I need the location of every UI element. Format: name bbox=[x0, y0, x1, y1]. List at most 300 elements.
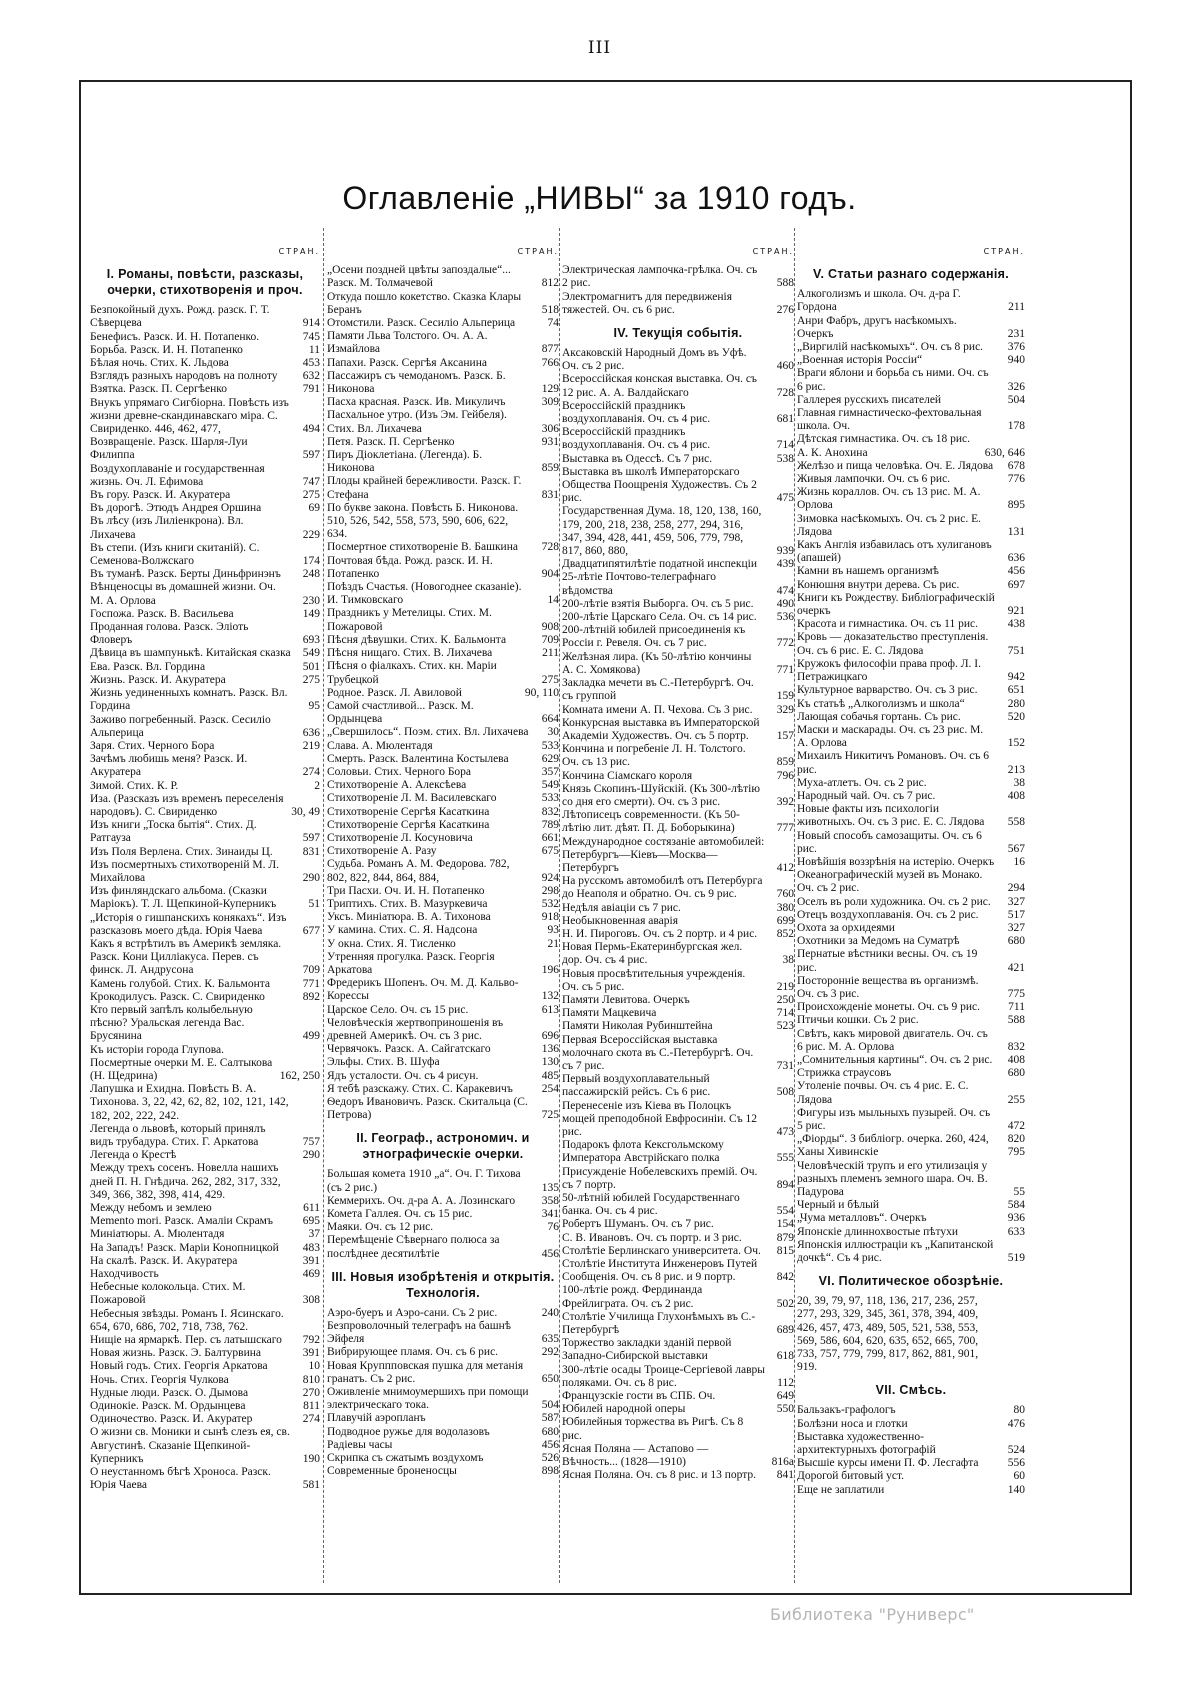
entry-page: 859 bbox=[541, 462, 559, 475]
entry-title: Миніатюры. А. Мюлентадя bbox=[90, 1228, 225, 1241]
entry-page: 501 bbox=[302, 660, 320, 673]
toc-entry bbox=[797, 592, 1025, 618]
entry-page: 842 bbox=[776, 1271, 794, 1284]
entry-title: Почтовая бѣда. Рожд. разск. И. Н. Потапенко bbox=[327, 554, 493, 580]
toc-entry bbox=[327, 1439, 559, 1452]
entry-title: Въ туманѣ. Разск. Берты Диньфринэнъ bbox=[90, 568, 281, 581]
entry-title: Болѣзни носа и глотки bbox=[797, 1417, 908, 1430]
toc-entry bbox=[90, 1374, 320, 1387]
toc-entry bbox=[797, 1295, 1025, 1374]
toc-entry bbox=[562, 1232, 794, 1245]
toc-entry bbox=[90, 1215, 320, 1228]
entry-page: 357 bbox=[541, 765, 559, 778]
entry-title: Одинокіе. Разск. М. Ордынцева bbox=[90, 1400, 246, 1413]
entry-title: Первый воздухоплавательный пассажирскій рейсъ. Съ 6 рис. bbox=[562, 1073, 711, 1099]
entry-title: Птичьи кошки. Съ 2 рис. bbox=[797, 1014, 919, 1027]
toc-entry bbox=[327, 687, 559, 700]
entry-title: Смерть. Разск. Валентина Костылева bbox=[327, 752, 509, 765]
entry-page: 255 bbox=[1007, 1093, 1025, 1106]
toc-entry bbox=[327, 1056, 559, 1069]
entry-title: О неустанномъ бѣгѣ Хроноса. Разск. Юрія Чаева bbox=[90, 1466, 271, 1492]
entry-title: Воздухоплаваніе и государственная жизнь. Оч. Л. Ефимова bbox=[90, 462, 265, 488]
entry-title: Изъ финляндскаго альбома. (Сказки Маріокъ). Т. Л. Щепкиной-Куперникъ bbox=[90, 885, 277, 911]
entry-page: 680 bbox=[1007, 935, 1025, 948]
entry-page: 588 bbox=[776, 277, 794, 290]
entry-page: 248 bbox=[302, 568, 320, 581]
toc-entry bbox=[90, 489, 320, 502]
toc-entry bbox=[797, 803, 1025, 829]
toc-entry bbox=[327, 1346, 559, 1359]
toc-entry bbox=[562, 1443, 794, 1469]
entry-title: Плавучій аэропланъ bbox=[327, 1412, 426, 1425]
entry-page: 725 bbox=[541, 1109, 559, 1122]
toc-entry bbox=[797, 539, 1025, 565]
toc-entry bbox=[327, 766, 559, 779]
toc-entry bbox=[562, 770, 794, 783]
entry-title: Плоды крайней бережливости. Разск. Г. Стефана bbox=[327, 475, 522, 501]
entry-page: 940 bbox=[1007, 354, 1025, 367]
entry-page: 904 bbox=[541, 567, 559, 580]
toc-entry bbox=[327, 858, 559, 884]
entry-page: 229 bbox=[302, 528, 320, 541]
entry-page: 714 bbox=[776, 1007, 794, 1020]
toc-entry bbox=[797, 1212, 1025, 1225]
entry-page: 408 bbox=[1007, 789, 1025, 802]
toc-entry bbox=[797, 565, 1025, 578]
entry-page: 421 bbox=[1007, 961, 1025, 974]
entry-title: Царское Село. Оч. съ 15 рис. bbox=[327, 1003, 469, 1016]
entry-title: Въ гору. Разск. И. Акуратера bbox=[90, 489, 231, 502]
entry-page: 689 bbox=[776, 1324, 794, 1337]
entry-title: Стихотвореніе Сергѣя Касаткина bbox=[327, 805, 490, 818]
toc-entry bbox=[562, 836, 794, 876]
entry-title: „Чума металловъ“. Очеркъ bbox=[797, 1212, 927, 1225]
toc-entry bbox=[90, 978, 320, 991]
entry-title: Кеммерихъ. Оч. д-ра А. А. Лозинскаго bbox=[327, 1194, 516, 1207]
entry-title: Утренняя прогулка. Разск. Георгія Аркатова bbox=[327, 950, 495, 976]
toc-entry bbox=[797, 790, 1025, 803]
entry-title: Недѣля авіаціи съ 7 рис. bbox=[562, 901, 681, 914]
entry-title: Лѣтописецъ современности. (Къ 50-лѣтію лит. дѣят. П. Д. Боборыкина) bbox=[562, 809, 740, 835]
section-heading: I. Романы, повѣсти, разсказы, очерки, стихотворенія и проч. bbox=[106, 267, 304, 298]
entry-title: Ясная Поляна — Астапово — Вѣчность... (1828—1910) bbox=[562, 1442, 709, 1469]
entry-page: 747 bbox=[302, 475, 320, 488]
entry-page: 93 bbox=[547, 924, 559, 937]
toc-entry bbox=[797, 1404, 1025, 1417]
toc-entry bbox=[797, 856, 1025, 869]
toc-entry bbox=[797, 618, 1025, 631]
toc-entry bbox=[327, 819, 559, 832]
toc-entry bbox=[562, 1311, 794, 1337]
toc-entry bbox=[562, 1337, 794, 1363]
toc-entry bbox=[327, 581, 559, 607]
toc-entry bbox=[327, 1221, 559, 1234]
entry-page: 613 bbox=[541, 1003, 559, 1016]
entry-title: Ханы Хивинскіе bbox=[797, 1146, 879, 1159]
entry-page: 789 bbox=[541, 818, 559, 831]
entry-page: 519 bbox=[1007, 1252, 1025, 1265]
entry-title: Бальзакъ-графологъ bbox=[797, 1404, 896, 1417]
entry-page: 456 bbox=[541, 1438, 559, 1451]
entry-page: 581 bbox=[302, 1479, 320, 1492]
toc-entry bbox=[562, 1007, 794, 1020]
toc-entry bbox=[90, 793, 320, 819]
entry-page: 69 bbox=[308, 502, 320, 515]
entry-title: Крокодилусъ. Разск. С. Свириденко bbox=[90, 990, 265, 1003]
entry-title: Пѣсня нищаго. Стих. В. Лихачева bbox=[327, 647, 493, 660]
entry-page: 376 bbox=[1007, 341, 1025, 354]
entry-title: Робертъ Шуманъ. Оч. съ 7 рис. bbox=[562, 1218, 714, 1231]
toc-entry bbox=[797, 711, 1025, 724]
toc-entry bbox=[797, 1014, 1025, 1027]
entry-title: Какъ Англія избавилась отъ хулигановъ (апашей) bbox=[797, 539, 992, 565]
toc-entry bbox=[562, 994, 794, 1007]
toc-entry bbox=[90, 436, 320, 462]
entry-page: 80 bbox=[1013, 1404, 1025, 1417]
entry-title: Перемѣщеніе Сѣвернаго полюса за послѣднее десятилѣтіе bbox=[327, 1234, 500, 1260]
entry-page: 895 bbox=[1007, 499, 1025, 512]
toc-entry bbox=[797, 750, 1025, 776]
entry-page: 329 bbox=[776, 703, 794, 716]
entry-title: Вибрирующее пламя. Оч. съ 6 рис. bbox=[327, 1346, 499, 1359]
entry-title: Поѣздъ Счастья. (Новогоднее сказаніе). И. Тимковскаго bbox=[327, 581, 522, 607]
entry-page: 504 bbox=[1007, 393, 1025, 406]
entry-title: По букве закона. Повѣсть Б. Никонова. 510, 526, 542, 558, 573, 590, 606, 622, 634. bbox=[327, 501, 519, 541]
entry-page: 751 bbox=[1007, 644, 1025, 657]
entry-page: 130 bbox=[541, 1056, 559, 1069]
entry-title: Перенесеніе изъ Кіева въ Полоцкъ мощей преподобной Евфросиніи. Съ 12 рис. bbox=[562, 1099, 758, 1138]
entry-page: 812 bbox=[541, 277, 559, 290]
entry-title: Памяти Левитова. Очеркъ bbox=[562, 993, 690, 1006]
toc-entry bbox=[562, 558, 794, 571]
entry-title: Присужденіе Нобелевскихъ премій. Оч. съ 7 портр. bbox=[562, 1165, 758, 1191]
toc-entry bbox=[90, 515, 320, 541]
entry-title: С. В. Ивановъ. Оч. съ портр. и 3 рис. bbox=[562, 1231, 742, 1244]
entry-title: Пасха красная. Разск. Ив. Микуличъ bbox=[327, 396, 506, 409]
entry-title: Народный чай. Оч. съ 7 рис. bbox=[797, 789, 936, 802]
entry-title: Родное. Разск. Л. Авиловой bbox=[327, 686, 462, 699]
entry-page: 30, 49 bbox=[291, 805, 320, 818]
page-header-label: СТРАН. bbox=[517, 247, 559, 256]
page-number: III bbox=[587, 38, 612, 58]
entry-title: Главная гимнастическо-фехтовальная школа. Оч. bbox=[797, 407, 982, 433]
entry-title: Электромагнитъ для передвиженія тяжестей. Оч. съ 6 рис. bbox=[562, 290, 733, 316]
toc-entry bbox=[90, 885, 320, 911]
entry-page: 796 bbox=[776, 769, 794, 782]
entry-title: Книги къ Рождеству. Библіографическій очеркъ bbox=[797, 591, 995, 618]
entry-title: Новый годъ. Стих. Георгія Аркатова bbox=[90, 1360, 268, 1373]
entry-page: 549 bbox=[541, 779, 559, 792]
entry-title: Всероссійскій праздникъ воздухоплаванія. Оч. съ 4 рис. bbox=[562, 399, 711, 426]
entry-page: 10 bbox=[308, 1360, 320, 1373]
entry-page: 908 bbox=[541, 620, 559, 633]
toc-entry bbox=[327, 1307, 559, 1320]
section-heading: IV. Текущія событія. bbox=[613, 326, 743, 341]
entry-page: 697 bbox=[1007, 578, 1025, 591]
toc-entry bbox=[327, 634, 559, 647]
entry-title: Свѣтъ, какъ мировой двигатель. Оч. съ 6 рис. М. А. Орлова bbox=[797, 1027, 988, 1053]
toc-entry bbox=[90, 846, 320, 859]
entry-page: 924 bbox=[541, 871, 559, 884]
toc-entry bbox=[327, 1017, 559, 1043]
entry-title: Взглядъ разныхъ народовъ на полноту bbox=[90, 370, 278, 383]
toc-entry bbox=[90, 1202, 320, 1215]
toc-entry bbox=[562, 1258, 794, 1284]
entry-title: Желѣзо и пища человѣка. Оч. Е. Лядова bbox=[797, 459, 994, 472]
entry-page: 771 bbox=[776, 663, 794, 676]
entry-page: 558 bbox=[1007, 816, 1025, 829]
column-divider bbox=[794, 228, 795, 1583]
entry-title: Жизнь уединенныхъ комнатъ. Разск. Вл. Гордина bbox=[90, 687, 288, 713]
toc-entry bbox=[797, 433, 1025, 459]
entry-page: 380 bbox=[776, 901, 794, 914]
toc-entry bbox=[562, 1073, 794, 1099]
entry-title: Международное состязаніе автомобилей: Петербургъ—Кіевъ—Москва—Петербургъ bbox=[562, 835, 765, 874]
entry-title: Кровь — доказательство преступленія. Оч. съ 6 рис. Е. С. Лядова bbox=[797, 631, 989, 657]
entry-title: Памяти Льва Толстого. Оч. А. А. Измайлова bbox=[327, 330, 488, 356]
entry-page: 38 bbox=[782, 954, 794, 967]
toc-entry bbox=[327, 317, 559, 330]
entry-page: 453 bbox=[302, 357, 320, 370]
entry-title: Памяти Николая Рубинштейна bbox=[562, 1020, 713, 1033]
entry-title: Выставка въ школѣ Императорскаго Общества Поощренія Художествъ. Съ 2 рис. bbox=[562, 465, 757, 505]
toc-entry bbox=[90, 1162, 320, 1202]
entry-title: Небесныя звѣзды. Романъ I. Ясинскаго. 654, 670, 686, 702, 718, 738, 762. bbox=[90, 1307, 284, 1333]
toc-entry bbox=[327, 1320, 559, 1346]
entry-title: Нудные люди. Разск. О. Дымова bbox=[90, 1386, 249, 1399]
entry-page: 275 bbox=[302, 489, 320, 502]
entry-page: 438 bbox=[1007, 618, 1025, 631]
toc-entry bbox=[90, 647, 320, 660]
toc-column-4 bbox=[797, 245, 1025, 1497]
toc-entry bbox=[562, 611, 794, 624]
entry-page: 280 bbox=[1007, 697, 1025, 710]
entry-title: Откуда пошло кокетство. Сказка Клары Беранъ bbox=[327, 290, 522, 316]
toc-entry bbox=[562, 1192, 794, 1218]
toc-entry bbox=[90, 608, 320, 621]
entry-page: 792 bbox=[302, 1334, 320, 1347]
entry-title: Зачѣмъ любишь меня? Разск. И. Акуратера bbox=[90, 753, 248, 779]
toc-entry bbox=[90, 621, 320, 647]
entry-title: Анри Фабръ, другъ насѣкомыхъ. Очеркъ bbox=[797, 314, 957, 340]
entry-title: Закладка мечети въ С.-Петербургѣ. Оч. съ группой bbox=[562, 677, 754, 703]
entry-page: 921 bbox=[1007, 605, 1025, 618]
entry-title: 300-лѣтіе осады Троице-Сергіевой лавры поляками. Оч. съ 8 рис. bbox=[562, 1363, 765, 1389]
entry-title: Всероссійская конская выставка. Оч. съ 12 рис. А. А. Валдайскаго bbox=[562, 373, 757, 399]
entry-title: „Военная исторія Россіи“ bbox=[797, 354, 923, 367]
entry-title: Пиръ Діоклетіана. (Легенда). Б. Никонова bbox=[327, 449, 483, 475]
entry-title: Жизнь кораллов. Оч. съ 13 рис. М. А. Орлова bbox=[797, 486, 981, 512]
entry-title: Ядъ усталости. Оч. съ 4 рисун. bbox=[327, 1069, 479, 1082]
entry-title: Камни въ нашемъ организмѣ bbox=[797, 565, 939, 578]
toc-entry bbox=[562, 1364, 794, 1390]
toc-entry bbox=[797, 777, 1025, 790]
entry-title: Новѣйшія воззрѣнія на истерію. Очеркъ bbox=[797, 855, 995, 868]
entry-page: 95 bbox=[308, 700, 320, 713]
entry-page: 190 bbox=[302, 1452, 320, 1465]
entry-page: 474 bbox=[776, 584, 794, 597]
entry-title: Государственная Дума. 18, 120, 138, 160, 179, 200, 218, 238, 258, 277, 294, 316, 347, 394, 428, 441, 459, 506, 779, 798, 817, 860, 880, bbox=[562, 505, 762, 558]
entry-page: 533 bbox=[541, 792, 559, 805]
entry-title: Новыя просвѣтительныя учрежденія. Оч. съ 5 рис. bbox=[562, 967, 746, 993]
column-divider bbox=[559, 228, 560, 1583]
entry-page: 693 bbox=[302, 634, 320, 647]
toc-entry bbox=[327, 1465, 559, 1478]
entry-title: „Сомнительныя картины“. Оч. съ 2 рис. bbox=[797, 1053, 993, 1066]
toc-entry bbox=[797, 631, 1025, 657]
toc-entry bbox=[90, 1242, 320, 1255]
entry-title: Пасхальное утро. (Изъ Эм. Гейбеля). Стих. Вл. Лихачева bbox=[327, 409, 507, 435]
entry-page: 469 bbox=[302, 1268, 320, 1281]
entry-title: Японскія иллюстраціи къ „Капитанской дочкѣ“. Съ 4 рис. bbox=[797, 1238, 994, 1265]
entry-page: 306 bbox=[541, 422, 559, 435]
entry-page: 894 bbox=[776, 1178, 794, 1191]
entry-title: Фигуры изъ мыльныхъ пузырей. Оч. съ 5 рис. bbox=[797, 1106, 991, 1132]
entry-page: 597 bbox=[302, 832, 320, 845]
entry-title: Стихотвореніе А. Алексѣева bbox=[327, 779, 467, 792]
entry-page: 709 bbox=[302, 964, 320, 977]
toc-entry bbox=[90, 819, 320, 845]
entry-title: Праздникъ у Метелицы. Стих. М. Пожаровой bbox=[327, 607, 492, 633]
entry-title: Жизнь. Разск. И. Акуратера bbox=[90, 673, 226, 686]
toc-entry bbox=[327, 370, 559, 396]
toc-entry bbox=[562, 1416, 794, 1442]
toc-entry bbox=[90, 463, 320, 489]
toc-entry bbox=[562, 743, 794, 769]
toc-entry bbox=[797, 909, 1025, 922]
toc-entry bbox=[562, 1020, 794, 1033]
toc-entry bbox=[327, 502, 559, 542]
toc-entry bbox=[90, 542, 320, 568]
entry-title: Memento mori. Разск. Амаліи Скрамъ bbox=[90, 1215, 273, 1228]
entry-page: 714 bbox=[776, 439, 794, 452]
entry-page: 526 bbox=[541, 1452, 559, 1465]
entry-title: Подводное ружье для водолазовъ bbox=[327, 1425, 490, 1438]
entry-title: Борьба. Разск. И. Н. Потапенко bbox=[90, 343, 243, 356]
entry-page: 711 bbox=[1008, 1001, 1025, 1014]
toc-entry bbox=[562, 373, 794, 399]
entry-page: 275 bbox=[302, 673, 320, 686]
page-header-label: СТРАН. bbox=[752, 247, 794, 256]
entry-page: 661 bbox=[541, 831, 559, 844]
entry-title: Судьба. Романъ А. М. Федорова. 782, 802, 822, 844, 864, 884, bbox=[327, 858, 510, 884]
toc-entry bbox=[797, 1239, 1025, 1265]
toc-entry bbox=[562, 400, 794, 426]
entry-page: 11 bbox=[308, 343, 320, 356]
entry-title: Камень голубой. Стих. К. Бальмонта bbox=[90, 977, 271, 990]
entry-page: 250 bbox=[776, 993, 794, 1006]
entry-title: Дѣвица въ шампунькѣ. Китайская сказка bbox=[90, 647, 291, 660]
entry-title: Изъ Поля Верлена. Стих. Зинаиды Ц. bbox=[90, 845, 273, 858]
entry-title: Заживо погребенный. Разск. Сесиліо Альперица bbox=[90, 713, 271, 739]
entry-page: 567 bbox=[1007, 842, 1025, 855]
entry-title: Взятка. Разск. П. Сергѣенко bbox=[90, 383, 227, 396]
entry-page: 476 bbox=[1007, 1417, 1025, 1430]
toc-entry bbox=[562, 717, 794, 743]
toc-entry bbox=[327, 330, 559, 356]
entry-title: Посторонніе вещества въ организмѣ. Оч. съ 3 рис. bbox=[797, 974, 979, 1000]
toc-entry bbox=[90, 304, 320, 330]
entry-page: 456 bbox=[541, 1247, 559, 1260]
entry-page: 157 bbox=[776, 729, 794, 742]
entry-page: 152 bbox=[1007, 737, 1025, 750]
entry-page: 294 bbox=[1007, 882, 1025, 895]
entry-title: Всероссійскій праздникъ воздухоплаванія. Оч. съ 4 рис. bbox=[562, 426, 711, 452]
entry-title: Галлерея русскихъ писателей bbox=[797, 393, 942, 406]
toc-entry bbox=[797, 460, 1025, 473]
entry-page: 597 bbox=[302, 449, 320, 462]
entry-title: Памяти Мацкевича bbox=[562, 1007, 657, 1020]
entry-title: Океанографическій музей въ Монако. Оч. съ 2 рис. bbox=[797, 869, 983, 895]
toc-entry bbox=[797, 1470, 1025, 1483]
toc-column-1 bbox=[90, 245, 320, 1492]
entry-page: 196 bbox=[541, 963, 559, 976]
page-title: Оглавленіе „НИВЫ“ за 1910 годъ. bbox=[342, 180, 857, 216]
entry-title: Легенда о львовѣ, который принялъ видъ трубадура. Стих. Г. Аркатова bbox=[90, 1122, 266, 1148]
entry-title: „Исторія о гишпанскихъ конякахъ“. Изъ разсказовъ моего дѣда. Юрія Чаева bbox=[90, 911, 287, 937]
entry-page: 508 bbox=[776, 1086, 794, 1099]
entry-title: Пѣсня о фіалкахъ. Стих. кн. Маріи Трубецкой bbox=[327, 660, 497, 686]
toc-entry bbox=[562, 1139, 794, 1165]
entry-title: Радіевы часы bbox=[327, 1438, 393, 1451]
entry-title: Необыкновенная аварія bbox=[562, 914, 678, 927]
entry-page: 632 bbox=[302, 370, 320, 383]
toc-entry bbox=[90, 1347, 320, 1360]
toc-entry bbox=[562, 704, 794, 717]
entry-page: 731 bbox=[776, 1059, 794, 1072]
entry-title: Охотники за Медомъ на Суматрѣ bbox=[797, 935, 960, 948]
entry-page: 831 bbox=[541, 488, 559, 501]
entry-page: 55 bbox=[1013, 1186, 1025, 1199]
section-heading: VI. Политическое обозрѣніе. bbox=[818, 1274, 1004, 1289]
entry-title: Оселъ въ роли художника. Оч. съ 2 рис. bbox=[797, 895, 991, 908]
toc-entry bbox=[327, 1168, 559, 1194]
entry-title: Госпожа. Разск. В. Васильева bbox=[90, 607, 234, 620]
entry-page: 274 bbox=[302, 766, 320, 779]
entry-page: 832 bbox=[1007, 1040, 1025, 1053]
entry-title: Михаилъ Никитичъ Романовъ. Оч. съ 6 рис. bbox=[797, 750, 989, 776]
entry-title: Лапушка и Ехидна. Повѣсть В. А. Тихонова. 3, 22, 42, 62, 82, 102, 121, 142, 182, 202, 222, 242. bbox=[90, 1083, 289, 1122]
entry-title: Три Пасхи. Оч. И. Н. Потапенко bbox=[327, 884, 485, 897]
entry-title: Оживленіе мнимоумершихъ при помощи электрическаго тока. bbox=[327, 1386, 529, 1412]
toc-entry bbox=[327, 264, 559, 290]
entry-title: Кружокъ философіи права проф. Л. I. Петражицкаго bbox=[797, 657, 981, 684]
entry-page: 327 bbox=[1007, 895, 1025, 908]
toc-entry bbox=[562, 571, 794, 597]
entry-page: 308 bbox=[302, 1294, 320, 1307]
entry-title: Изъ книги „Тоска бытія“. Стих. Д. Ратгауза bbox=[90, 819, 257, 845]
entry-page: 791 bbox=[302, 383, 320, 396]
toc-entry bbox=[327, 779, 559, 792]
toc-entry bbox=[562, 1100, 794, 1140]
page-header-label: СТРАН. bbox=[983, 247, 1025, 256]
toc-entry bbox=[90, 1123, 320, 1149]
entry-page: 309 bbox=[541, 396, 559, 409]
entry-page: 820 bbox=[1007, 1133, 1025, 1146]
toc-entry bbox=[327, 436, 559, 449]
entry-page: 472 bbox=[1007, 1120, 1025, 1132]
entry-page: 140 bbox=[1007, 1483, 1025, 1496]
entry-title: Человѣческій трупъ и его утилизація у разныхъ племенъ земного шара. Оч. В. Падурова bbox=[797, 1159, 988, 1199]
toc-entry bbox=[327, 1386, 559, 1412]
toc-entry bbox=[562, 1469, 794, 1482]
toc-entry bbox=[562, 677, 794, 703]
entry-title: Муха-атлетъ. Оч. съ 2 рис. bbox=[797, 776, 927, 789]
entry-title: 200-лѣтіе взятія Выборга. Оч. съ 5 рис. bbox=[562, 597, 754, 610]
entry-page: 678 bbox=[1007, 459, 1025, 472]
toc-entry bbox=[327, 555, 559, 581]
entry-title: Безпроволочный телеграфъ на башнѣ Эйфеля bbox=[327, 1320, 512, 1346]
